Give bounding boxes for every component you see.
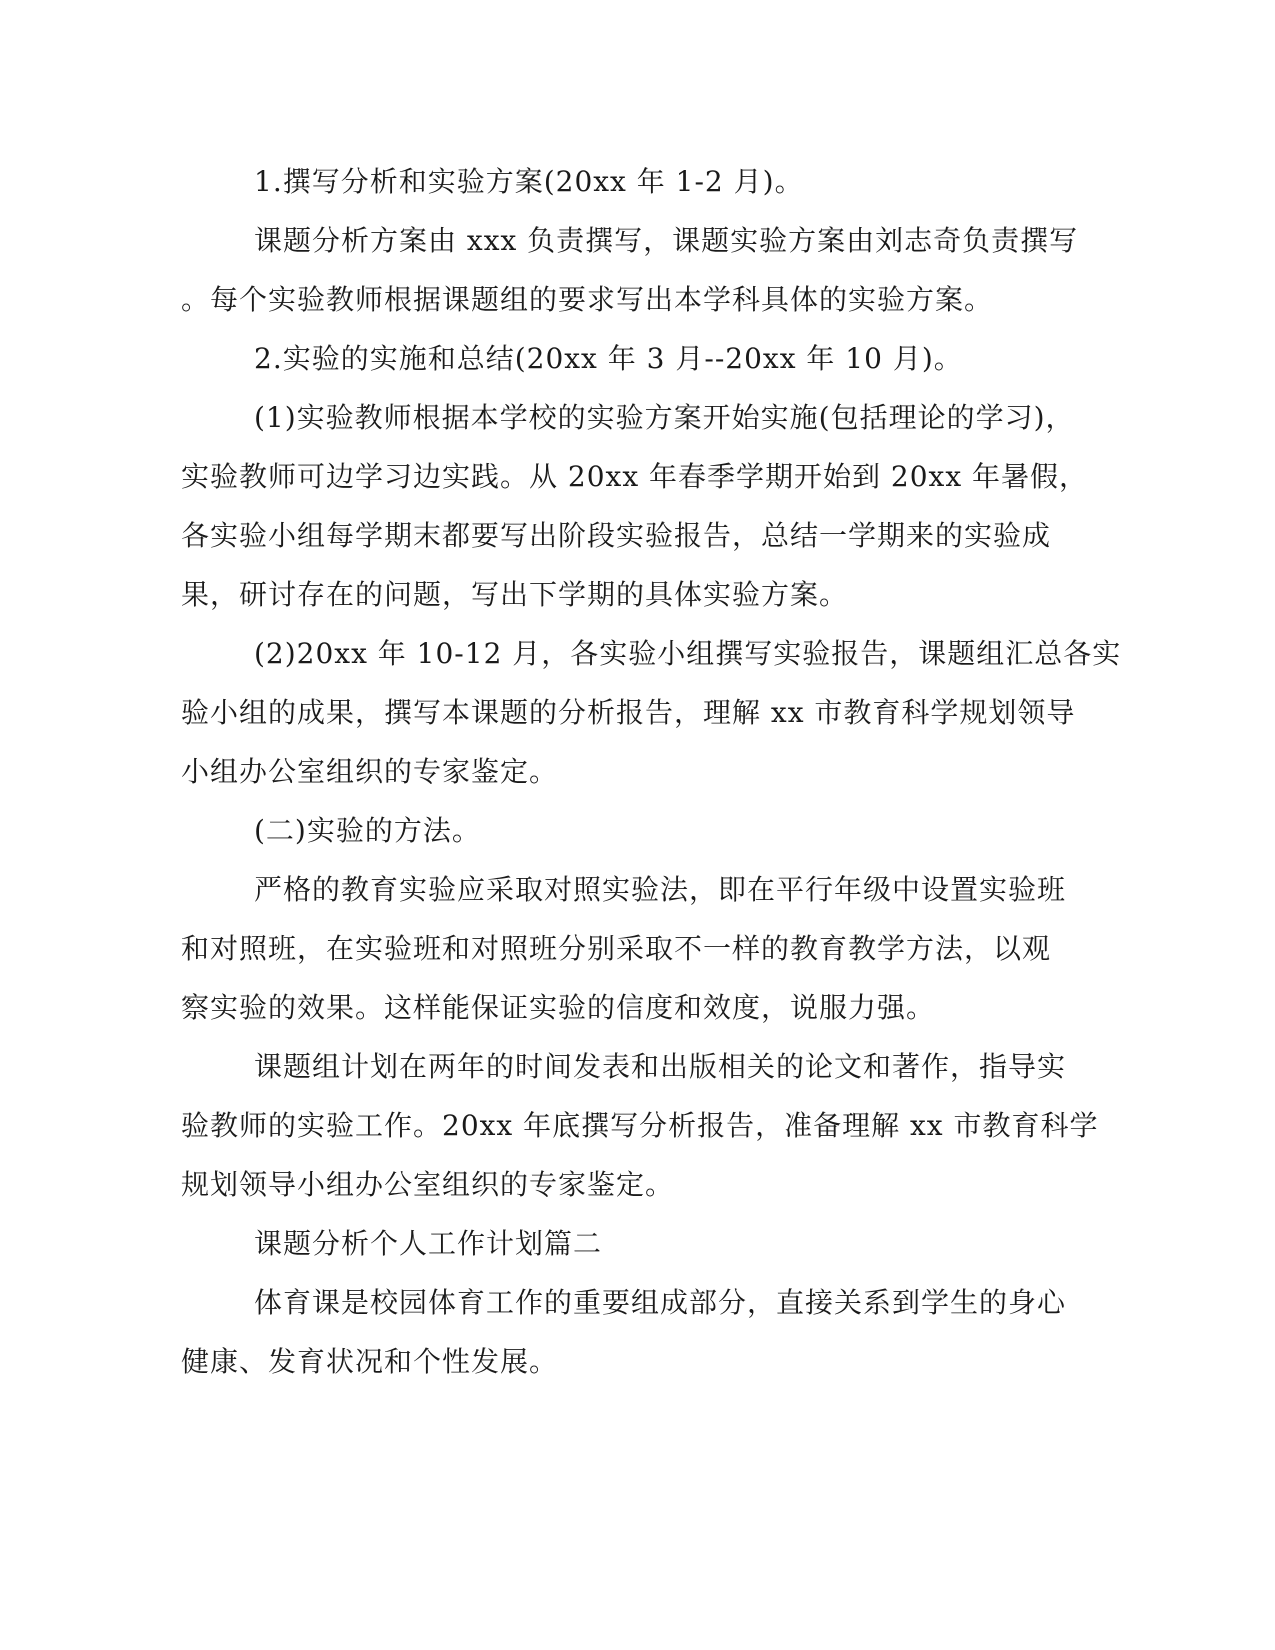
text-line: 察实验的效果。这样能保证实验的信度和效度，说服力强。 [181,991,936,1024]
text-line: 。每个实验教师根据课题组的要求写出本学科具体的实验方案。 [181,283,994,316]
text-line: 1.撰写分析和实验方案(20xx 年 1-2 月)。 [254,165,804,198]
text-line: 规划领导小组办公室组织的专家鉴定。 [181,1168,675,1201]
text-line: 果，研讨存在的问题，写出下学期的具体实验方案。 [181,578,849,611]
text-line: 验教师的实验工作。20xx 年底撰写分析报告，准备理解 xx 市教育科学 [181,1109,1099,1142]
text-line: (2)20xx 年 10-12 月，各实验小组撰写实验报告，课题组汇总各实 [254,637,1122,670]
text-line: 实验教师可边学习边实践。从 20xx 年春季学期开始到 20xx 年暑假， [181,460,1089,493]
text-line: 2.实验的实施和总结(20xx 年 3 月--20xx 年 10 月)。 [254,342,963,375]
text-line: 和对照班，在实验班和对照班分别采取不一样的教育教学方法，以观 [181,932,1052,965]
text-line: 小组办公室组织的专家鉴定。 [181,755,559,788]
section-heading: (二)实验的方法。 [254,814,481,847]
text-line: (1)实验教师根据本学校的实验方案开始实施(包括理论的学习)， [254,401,1075,434]
text-line: 健康、发育状况和个性发展。 [181,1345,559,1378]
text-line: 严格的教育实验应采取对照实验法，即在平行年级中设置实验班 [254,873,1067,906]
section-heading: 课题分析个人工作计划篇二 [254,1227,603,1260]
text-line: 体育课是校园体育工作的重要组成部分，直接关系到学生的身心 [254,1286,1067,1319]
text-line: 课题组计划在两年的时间发表和出版相关的论文和著作，指导实 [254,1050,1067,1083]
text-line: 各实验小组每学期末都要写出阶段实验报告，总结一学期来的实验成 [181,519,1052,552]
text-line: 课题分析方案由 xxx 负责撰写，课题实验方案由刘志奇负责撰写 [254,224,1079,257]
text-line: 验小组的成果，撰写本课题的分析报告，理解 xx 市教育科学规划领导 [181,696,1076,729]
